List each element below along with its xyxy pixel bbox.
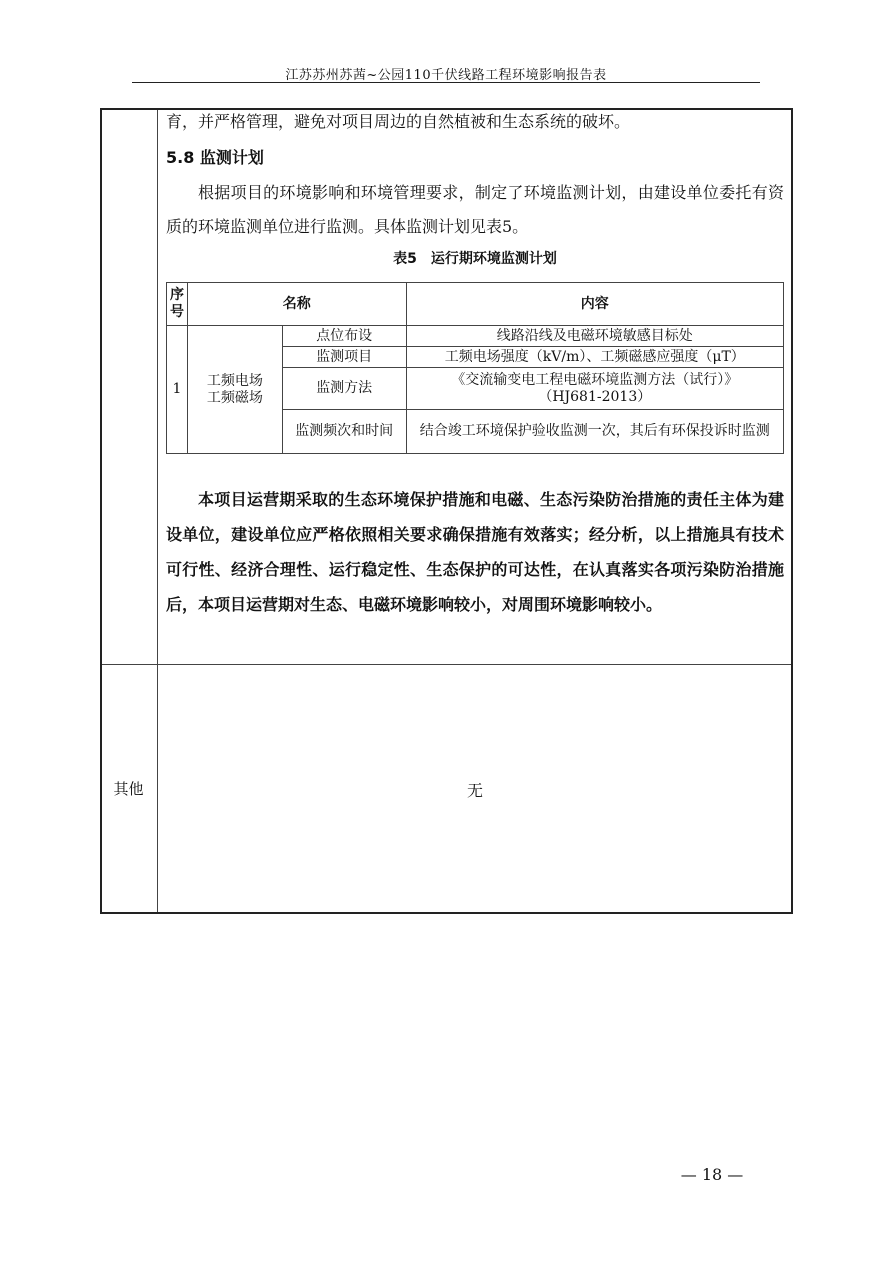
monitoring-factor <box>187 326 282 454</box>
item-cell: 监测方法 <box>282 368 406 410</box>
header-rule <box>132 82 760 83</box>
other-section-label: 其他 <box>113 780 144 798</box>
content-cell: 工频电场强度（kV/m）、工频磁感应强度（μT） <box>406 347 783 368</box>
factor-line: 工频磁场 <box>206 389 263 406</box>
header-name: 名称 <box>187 283 406 326</box>
frame-row-divider <box>102 664 791 665</box>
conclusion-paragraph: 本项目运营期采取的生态环境保护措施和电磁、生态污染防治措施的责任主体为建设单位，建设单位应严格依照相关要求确保措施有效落实；经分析，以上措施具有技术可行性、经济合理性、运行稳定性、生态保护的可达性，在认真落实各项污染防治措施后，本项目运营期对生态、电磁环境影响较小，对周围环境影响较小。 <box>166 490 784 614</box>
report-header-title: 江苏苏州苏茜~公园110千伏线路工程环境影响报告表 <box>285 68 607 83</box>
table-header-row <box>167 283 784 326</box>
continued-paragraph-line: 育，并严格管理，避免对项目周边的自然植被和生态系统的破坏。 <box>166 112 631 131</box>
page-number: — 18 — <box>680 1165 744 1184</box>
content-cell: 结合竣工环境保护验收监测一次，其后有环保投诉时监测 <box>406 410 783 454</box>
table-row <box>167 326 784 347</box>
item-cell: 点位布设 <box>282 326 406 347</box>
content-cell: 线路沿线及电磁环境敏感目标处 <box>406 326 783 347</box>
monitoring-plan-table <box>166 282 784 454</box>
table-caption: 表5 运行期环境监测计划 <box>393 251 557 267</box>
other-section-value: 无 <box>466 781 483 800</box>
intro-paragraph: 根据项目的环境影响和环境管理要求，制定了环境监测计划，由建设单位委托有资质的环境监测单位进行监测。具体监测计划见表5。 <box>166 183 784 236</box>
item-cell: 监测频次和时间 <box>282 410 406 454</box>
row-index: 1 <box>167 326 188 454</box>
header-content: 内容 <box>406 283 783 326</box>
factor-line: 工频电场 <box>206 372 263 389</box>
item-cell: 监测项目 <box>282 347 406 368</box>
section-heading: 5.8 监测计划 <box>166 148 264 167</box>
header-index: 序 号 <box>167 283 188 326</box>
content-cell: 《交流输变电工程电磁环境监测方法（试行）》（HJ681-2013） <box>406 368 783 410</box>
